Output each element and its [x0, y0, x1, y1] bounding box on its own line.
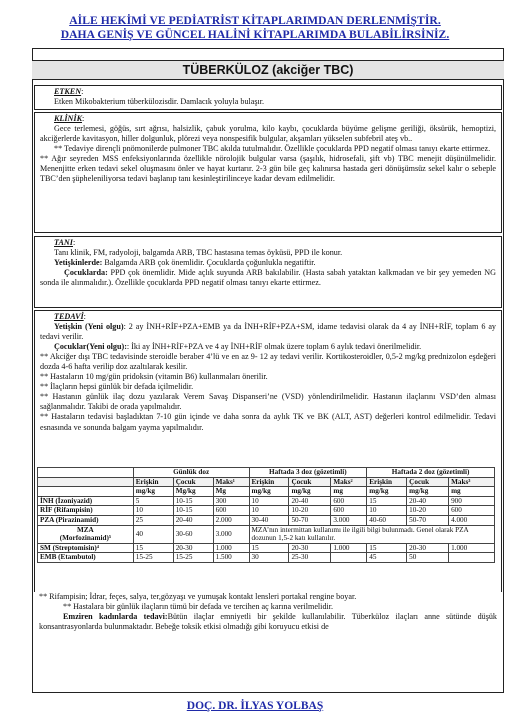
page-title: TÜBERKÜLOZ (akciğer TBC)	[32, 60, 504, 80]
table-unit: mg/kg	[367, 487, 407, 497]
table-subheader: Maks¹	[213, 477, 249, 487]
dose-cell: 15-25	[133, 553, 173, 563]
dose-cell: 50-70	[407, 515, 449, 525]
dose-cell: 10-20	[407, 506, 449, 516]
dose-cell: 30	[249, 553, 289, 563]
klinik-section: KLİNİK: Gece terlemesi, göğüs, sırt ağrısı, halsizlik, çabuk yorulma, kilo kaybı, çocuklarda büyüme gelişme geriliği, öksürük, hemoptizi, akciğerlerde kavitasyon, hiller dolgunluk, plörezi veya nonspesifik bulgular, akşamları yükselen subfebril ateş vb.. ** Tedaviye dirençli pnömonilerde pulmoner TBC akılda tutulmalıdır. Özellikle çocuklarda PPD negatif olması tanıyı ekarte ettirmez. ** Ağır seyreden MSS enfeksiyonlarında özellikle nörolojik bulgular varsa (şaşılık, hidrosefali, şift vb) TBC menejit düşünülmelidir. Menenjitte erken tedavi sekel oluşmasını önler ve hayat kurtarır. 2-3 gün bile geç kalınırsa hastada geri dönüşümsüz sekel kalır o sebeple TBC’den şüpheleniliyorsa tedavi başlanıp tanı kesinleştirilinceye kadar devam edilmelidir.	[34, 112, 502, 233]
dose-cell: 10	[249, 506, 289, 516]
drug-name: PZA (Pirazinamid)	[38, 515, 134, 525]
tani-paragraph-3: PPD çok önemlidir. Mide açlık suyunda ARB bakılabilir. (Hasta sabah yataktan kalkmadan ve bir şey yemeden NG sonda ile alınmalıdır.). Özellikle çocuklarda PPD negatif olması tanıyı ekarte ettirmez.	[40, 268, 496, 288]
tedavi-paragraph-7: ** Hastaların tedavisi başladıktan 7-10 gün içinde ve daha sonra da aylık TK ve BK (ALT, AST) değerleri kontrol edilmelidir. Tedavi esnasında ve sonunda balgam yayma yapılmalıdır.	[40, 412, 496, 432]
drug-name	[38, 525, 134, 543]
table-row	[38, 543, 495, 553]
table-subheader: Çocuk	[173, 477, 213, 487]
dose-cell: 20-30	[173, 543, 213, 553]
dose-cell: 50	[407, 553, 449, 563]
dose-cell: 300	[213, 496, 249, 506]
table-subheader: Maks²	[331, 477, 367, 487]
dose-cell: 20-30	[289, 543, 331, 553]
dose-cell: 1.500	[213, 553, 249, 563]
dose-cell: 10	[367, 506, 407, 516]
dose-cell	[331, 553, 367, 563]
table-unit: mg/kg	[289, 487, 331, 497]
table-unit: Mg/kg	[173, 487, 213, 497]
table-subheader: Maks³	[449, 477, 495, 487]
dose-cell: 3.000	[331, 515, 367, 525]
dose-cell: 10-20	[289, 506, 331, 516]
dose-cell: 1.000	[449, 543, 495, 553]
dose-cell: 1.000	[213, 543, 249, 553]
dose-cell: 15-25	[173, 553, 213, 563]
dosage-table	[37, 467, 495, 563]
dose-cell: 50-70	[289, 515, 331, 525]
klinik-heading: KLİNİK	[54, 114, 82, 123]
table-unit: mg/kg	[133, 487, 173, 497]
table-unit: Mg	[213, 487, 249, 497]
dose-cell: 600	[213, 506, 249, 516]
table-unit-row	[38, 487, 495, 497]
banner-line-1: AİLE HEKİMİ VE PEDİATRİST KİTAPLARIMDAN DERLENMİŞTİR.	[69, 14, 441, 27]
dose-cell: 10	[133, 506, 173, 516]
table-row	[38, 553, 495, 563]
tani-paragraph-2: Balgamda ARB çok önemlidir. Çocuklarda çoğunlukla negatiftir.	[102, 258, 316, 268]
dose-cell: 600	[331, 506, 367, 516]
table-group-daily: Günlük doz	[133, 468, 249, 478]
table-unit: mg/kg	[407, 487, 449, 497]
mza-note: MZA’nın intermittan kullanımı ile ilgili bilgi bulunmadı. Genel olarak PZA dozunun 1,5-2 katı kullanılır.	[249, 525, 494, 543]
dose-cell: 900	[449, 496, 495, 506]
tani-heading: TANI	[54, 238, 73, 247]
table-subheader: Çocuk	[407, 477, 449, 487]
tedavi-paragraph-3: ** Akciğer dışı TBC tedavisinde steroidle beraber 4’lü ve en az 9- 12 ay tedavi verilir. Kortikosteroidler, 0,5-2 mg/kg prednizolon eşdeğeri dozda 4-6 hafta verilip doz azaltılarak kesilir.	[40, 352, 496, 372]
dose-cell: 20-40	[289, 496, 331, 506]
table-group-2x-week: Haftada 2 doz (gözetimli)	[367, 468, 495, 478]
dose-cell: 20-40	[173, 515, 213, 525]
dose-cell: 40	[133, 525, 173, 543]
drug-name: EMB (Etambutol)	[38, 553, 134, 563]
table-row	[38, 506, 495, 516]
etken-section: ETKEN: Etken Mikobakterium tüberkülozisdir. Damlacık yoluyla bulaşır.	[34, 85, 502, 110]
dose-cell: 20-30	[407, 543, 449, 553]
mza-name-full: (Morfozinamid)⁵	[59, 534, 112, 543]
table-unit: mg/kg	[249, 487, 289, 497]
dose-cell: 3.000	[213, 525, 249, 543]
dose-cell: 5	[133, 496, 173, 506]
klinik-paragraph-3: ** Ağır seyreden MSS enfeksiyonlarında özellikle nörolojik bulgular varsa (şaşılık, hidrosefali, şift vb) TBC menejit düşünülmelidir. Menenjitte erken tedavi sekel oluşmasını önler ve hayat kurtarır. 2-3 gün bile geç kalınırsa hastada geri dönüşümsüz sekel kalır o sebeple TBC’den şüpheleniliyorsa tedavi başlanıp tanı kesinleştirilinceye kadar devam edilmelidir.	[40, 154, 496, 184]
table-subheader-row	[38, 477, 495, 487]
dose-cell: 30-60	[173, 525, 213, 543]
dose-cell: 600	[449, 506, 495, 516]
note-single-dose: ** Hastalara bir günlük ilaçların tümü bir defada ve tercihen aç karına verilmelidir.	[63, 602, 334, 612]
dose-cell: 10-15	[173, 496, 213, 506]
table-row	[38, 515, 495, 525]
etken-heading: ETKEN	[54, 87, 82, 96]
banner-line-2: DAHA GENİŞ VE GÜNCEL HALİNİ KİTAPLARIMDA BULABİLİRSİNİZ.	[60, 28, 450, 41]
dose-cell: 45	[367, 553, 407, 563]
tani-adult-label: Yetişkinlerde:	[54, 258, 103, 268]
table-group-header-row	[38, 468, 495, 478]
dose-cell: 20-40	[407, 496, 449, 506]
klinik-paragraph-1: Gece terlemesi, göğüs, sırt ağrısı, halsizlik, çabuk yorulma, kilo kaybı, çocuklarda büyüme gelişme geriliği, öksürük, hemoptizi, akciğerlerde kavitasyon, hiller dolgunluk, plörezi veya nonspesifik bulgular, akşamları yükselen subfebril ateş vb..	[40, 124, 496, 144]
dose-cell	[449, 553, 495, 563]
tani-child-label: Çocuklarda:	[64, 268, 108, 278]
dose-cell: 4.000	[449, 515, 495, 525]
tedavi-paragraph-4: ** Hastaların 10 mg/gün pridoksin (vitamin B6) kullanmaları önerilir.	[40, 372, 268, 382]
breastfeeding-text: Bütün ilaçlar emniyetli bir şekilde kullanılabilir. Tüberküloz ilaçları anne sütünde düşük konsantrasyonlarda bulunmaktadır. Bebeğe toksik etkisi olmadığı gibi koruyucu etkisi de	[39, 612, 497, 632]
dose-cell: 2.000	[213, 515, 249, 525]
tedavi-paragraph-1: : 2 ay İNH+RİF+PZA+EMB ya da İNH+RİF+PZA+SM, idame tedavisi olarak da 4 ay İNH+RİF, toplam 6 ay tedavi verilir.	[40, 322, 496, 342]
dose-cell: 600	[331, 496, 367, 506]
table-unit: mg	[449, 487, 495, 497]
dose-cell: 25	[133, 515, 173, 525]
table-row	[38, 525, 495, 543]
breastfeeding-label: Emziren kadınlarda tedavi:	[63, 612, 168, 622]
etken-text: Etken Mikobakterium tüberkülozisdir. Damlacık yoluyla bulaşır.	[54, 97, 265, 107]
drug-name: SM (Streptomisin)⁴	[38, 543, 134, 553]
tedavi-paragraph-6: ** Hastanın günlük ilaç dozu yazılarak Verem Savaş Dispanseri’ne (VSD) yönlendirilmelidir. Hastanın ilaçlarını VSD’den alması sağlanmalıdır. Takibi de orada yapılmalıdır.	[40, 392, 496, 412]
table-row	[38, 496, 495, 506]
dose-cell: 15	[249, 543, 289, 553]
tedavi-paragraph-2: : İki ay İNH+RİF+PZA ve 4 ay İNH+RİF olmak üzere toplam 6 aylık tedavi önerilmelidir.	[126, 342, 422, 352]
note-rifampisin: ** Rifampisin; İdrar, feçes, salya, ter,gözyaşı ve yumuşak kontakt lensleri portakal rengine boyar.	[39, 592, 357, 601]
dose-cell: 10-15	[173, 506, 213, 516]
dose-cell: 15	[133, 543, 173, 553]
tedavi-paragraph-5: ** İlaçların hepsi günlük bir defada içilmelidir.	[40, 382, 194, 392]
tedavi-adult-label: Yetişkin (Yeni olgu)	[54, 322, 124, 332]
dose-cell: 15	[367, 496, 407, 506]
klinik-paragraph-2: ** Tedaviye dirençli pnömonilerde pulmoner TBC akılda tutulmalıdır. Özellikle çocuklarda PPD negatif olması tanıyı ekarte ettirmez.	[54, 144, 491, 154]
table-subheader: Erişkin	[133, 477, 173, 487]
table-subheader: Erişkin	[249, 477, 289, 487]
dose-cell: 30-40	[249, 515, 289, 525]
mza-name: MZA	[76, 525, 94, 534]
author-footer: DOÇ. DR. İLYAS YOLBAŞ	[186, 700, 324, 712]
drug-name: İNH (İzoniyazid)	[38, 496, 134, 506]
table-group-3x-week: Haftada 3 doz (gözetimli)	[249, 468, 367, 478]
tedavi-child-label: Çocuklar(Yeni olgu):	[54, 342, 127, 352]
dose-cell: 15	[367, 543, 407, 553]
tani-paragraph-1: Tanı klinik, FM, radyoloji, balgamda ARB, TBC hastasına temas öyküsü, PPD ile konur.	[54, 248, 343, 258]
tedavi-section: TEDAVİ: Yetişkin (Yeni olgu): 2 ay İNH+RİF+PZA+EMB ya da İNH+RİF+PZA+SM, idame tedavisi olarak da 4 ay İNH+RİF, toplam 6 ay tedavi verilir. Çocuklar(Yeni olgu):: İki ay İNH+RİF+PZA ve 4 ay İNH+RİF olmak üzere toplam 6 aylık tedavi önerilmelidir. ** Akciğer dışı TBC tedavisinde steroidle beraber 4’lü ve en az 9- 12 ay tedavi verilir. Kortikosteroidler, 0,5-2 mg/kg prednizolon eşdeğeri dozda 4-6 hafta verilip doz azaltılarak kesilir. ** Hastaların 10 mg/gün pridoksin (vitamin B6) kullanmaları önerilir. ** İlaçların hepsi günlük bir defada içilmelidir. ** Hastanın günlük ilaç dozu yazılarak Verem Savaş Dispanseri’ne (VSD) yönlendirilmelidir. Hastanın ilaçlarını VSD’den alması sağlanmalıdır. Takibi de orada yapılmalıdır. ** Hastaların tedavisi başladıktan 7-10 gün içinde ve daha sonra da aylık TK ve BK (ALT, AST) değerleri kontrol edilmelidir. Tedavi esnasında ve sonunda balgam yayma yapılmalıdır.	[34, 310, 502, 592]
table-unit: mg	[331, 487, 367, 497]
after-table-notes	[34, 592, 502, 632]
dose-cell: 1.000	[331, 543, 367, 553]
table-corner-cell	[38, 468, 134, 478]
tani-section: TANI: Tanı klinik, FM, radyoloji, balgamda ARB, TBC hastasına temas öyküsü, PPD ile konur. Yetişkinlerde: Balgamda ARB çok önemlidir. Çocuklarda çoğunlukla negatiftir. Çocuklarda: PPD çok önemlidir. Mide açlık suyunda ARB bakılabilir. (Hasta sabah yataktan kalkmadan ve bir şey yemeden NG sonda ile alınmalıdır.). Özellikle çocuklarda PPD negatif olması tanıyı ekarte ettirmez.	[34, 236, 502, 308]
table-subheader: Erişkin	[367, 477, 407, 487]
drug-name: RİF (Rifampisin)	[38, 506, 134, 516]
table-subheader: Çocuk	[289, 477, 331, 487]
dose-cell: 10	[249, 496, 289, 506]
dose-cell: 25-30	[289, 553, 331, 563]
dose-cell: 40-60	[367, 515, 407, 525]
tedavi-heading: TEDAVİ	[54, 312, 84, 321]
